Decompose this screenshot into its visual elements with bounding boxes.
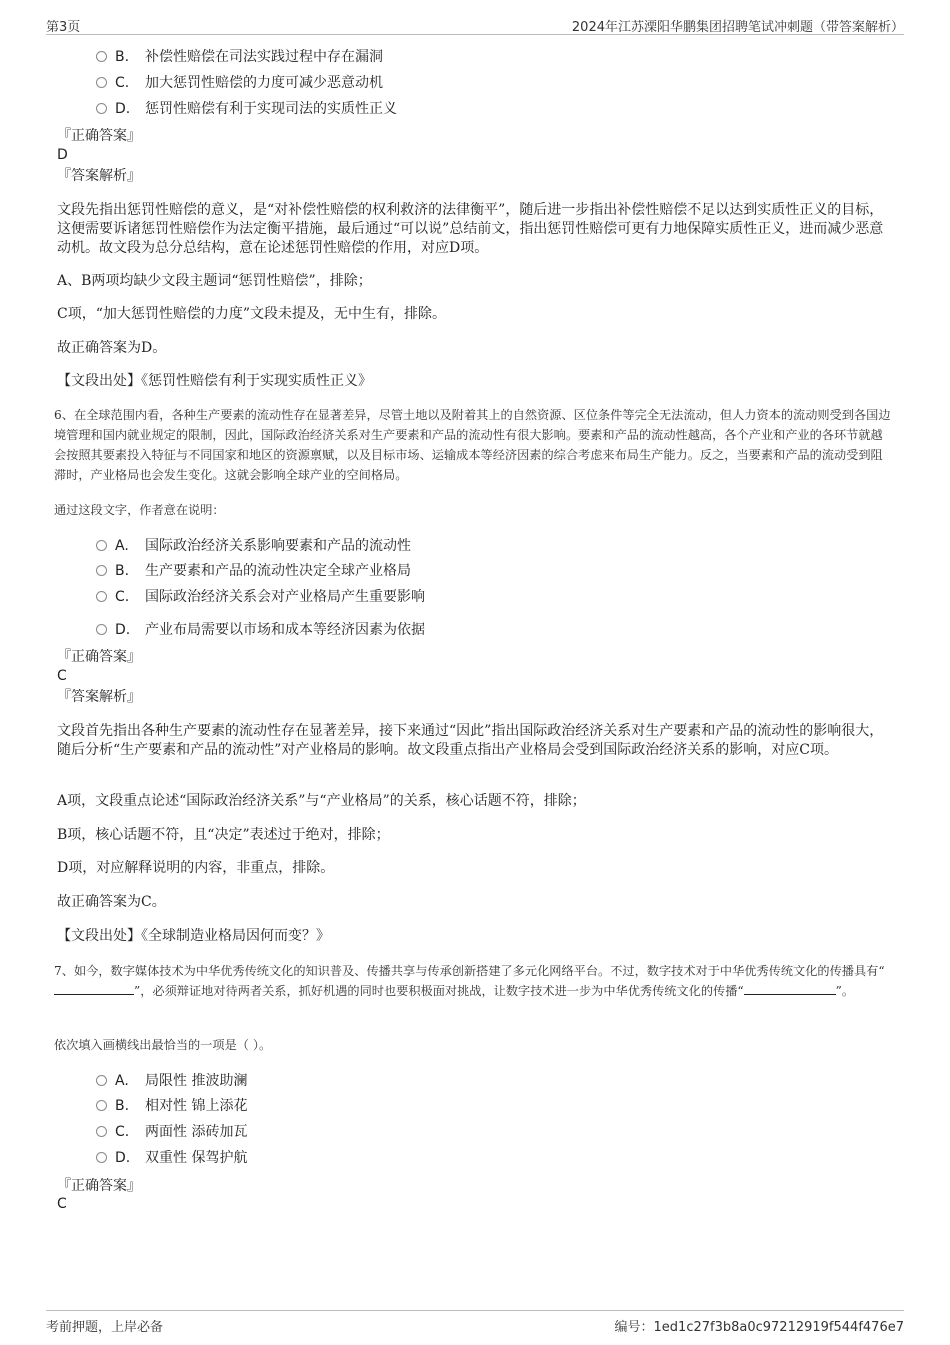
explanation-label: 『答案解析』 — [57, 168, 141, 184]
q7-option-d[interactable]: D. 双重性 保驾护航 — [96, 1148, 247, 1168]
document-title: 2024年江苏溧阳华鹏集团招聘笔试冲刺题（带答案解析） — [571, 20, 904, 35]
correct-answer-label: 『正确答案』 — [57, 1178, 141, 1194]
correct-answer-label: 『正确答案』 — [57, 649, 141, 665]
q5-option-d[interactable]: D. 惩罚性赔偿有利于实现司法的实质性正义 — [96, 99, 397, 119]
fill-blank — [744, 982, 836, 995]
q6-option-a[interactable]: A. 国际政治经济关系影响要素和产品的流动性 — [96, 536, 411, 556]
correct-answer: C — [57, 668, 67, 684]
question-prompt: 依次填入画横线出最恰当的一项是（ ）。 — [54, 1038, 272, 1052]
explanation-label: 『答案解析』 — [57, 689, 141, 705]
radio-icon[interactable] — [96, 1075, 107, 1086]
radio-icon[interactable] — [96, 591, 107, 602]
explanation-note: C项，“加大惩罚性赔偿的力度”文段未提及，无中生有，排除。 — [57, 306, 447, 322]
radio-icon[interactable] — [96, 77, 107, 88]
q6-option-c[interactable]: C. 国际政治经济关系会对产业格局产生重要影响 — [96, 587, 425, 607]
page-header — [46, 14, 904, 35]
q6-option-b[interactable]: B. 生产要素和产品的流动性决定全球产业格局 — [96, 561, 411, 581]
explanation-note: 故正确答案为D。 — [57, 340, 167, 356]
radio-icon[interactable] — [96, 624, 107, 635]
question-text: 6、在全球范围内看，各种生产要素的流动性存在显著差异，尽管土地以及附着其上的自然资源、区位条件等完全无法流动，但人力资本的流动则受到各国边境管理和国内就业规定的限制，因此，国际政治经济关系对生产要素和产品的流动性有很大影响。要素和产品的流动性越高，各个产业和产业的各环节就越会按照其要素投入特征与不同国家和地区的资源禀赋，以及目标市场、运输成本等经济因素的综合考虑来布局生产能力。反之，当要素和产品的流动受到阻滞时，产业格局也会发生变化。这就会影响全球产业的空间格局。 — [54, 408, 891, 482]
q7-option-c[interactable]: C. 两面性 添砖加瓦 — [96, 1122, 247, 1142]
explanation-note: A项，文段重点论述“国际政治经济关系”与“产业格局”的关系，核心话题不符，排除； — [57, 793, 586, 809]
source-citation: 【文段出处】《惩罚性赔偿有利于实现实质性正义》 — [57, 373, 372, 389]
radio-icon[interactable] — [96, 103, 107, 114]
q7-option-a[interactable]: A. 局限性 推波助澜 — [96, 1071, 247, 1091]
page-footer — [46, 1310, 904, 1335]
document-code: 编号：1ed1c27f3b8a0c97212919f544f476e7 — [614, 1320, 904, 1335]
question-text: 7、如今，数字媒体技术为中华优秀传统文化的知识普及、传播共享与传承创新搭建了多元化网络平台。不过，数字技术对于中华优秀传统文化的传播具有“”，必须辩证地对待两者关系，抓好机遇的同时也要积极面对挑战，让数字技术进一步为中华优秀传统文化的传播“ ”。 — [54, 964, 885, 998]
radio-icon[interactable] — [96, 1152, 107, 1163]
correct-answer-label: 『正确答案』 — [57, 128, 141, 144]
explanation-text: 文段首先指出各种生产要素的流动性存在显著差异，接下来通过“因此”指出国际政治经济关系对生产要素和产品的流动性的影响很大，随后分析“生产要素和产品的流动性”对产业格局的影响。故文段重点指出产业格局会受到国际政治经济关系的影响，对应C项。 — [57, 723, 884, 758]
explanation-note: 故正确答案为C。 — [57, 894, 166, 910]
explanation-note: A、B两项均缺少文段主题词“惩罚性赔偿”，排除； — [57, 273, 372, 289]
q5-option-b[interactable]: B. 补偿性赔偿在司法实践过程中存在漏洞 — [96, 47, 383, 67]
radio-icon[interactable] — [96, 565, 107, 576]
footer-slogan: 考前押题，上岸必备 — [46, 1320, 164, 1335]
radio-icon[interactable] — [96, 540, 107, 551]
correct-answer: C — [57, 1196, 67, 1212]
explanation-note: B项，核心话题不符，且“决定”表述过于绝对，排除； — [57, 827, 390, 843]
question-prompt: 通过这段文字，作者意在说明： — [54, 503, 225, 517]
q5-option-c[interactable]: C. 加大惩罚性赔偿的力度可减少恶意动机 — [96, 73, 383, 93]
explanation-text: 文段先指出惩罚性赔偿的意义，是“对补偿性赔偿的权利救济的法律衡平”，随后进一步指出补偿性赔偿不足以达到实质性正义的目标，这便需要诉诸惩罚性赔偿作为法定衡平措施，最后通过“可以说”总结前文，指出惩罚性赔偿可更有力地保障实质性正义，进而减少恶意动机。故文段为总分总结构，意在论述惩罚性赔偿的作用，对应D项。 — [57, 202, 884, 256]
radio-icon[interactable] — [96, 1126, 107, 1137]
source-citation: 【文段出处】《全球制造业格局因何而变？》 — [57, 928, 330, 944]
fill-blank — [54, 982, 134, 995]
q6-option-d[interactable]: D. 产业布局需要以市场和成本等经济因素为依据 — [96, 620, 425, 640]
radio-icon[interactable] — [96, 51, 107, 62]
radio-icon[interactable] — [96, 1100, 107, 1111]
correct-answer: D — [57, 147, 68, 163]
page-number: 第3页 — [46, 20, 81, 35]
q7-option-b[interactable]: B. 相对性 锦上添花 — [96, 1096, 247, 1116]
explanation-note: D项，对应解释说明的内容，非重点，排除。 — [57, 860, 335, 876]
